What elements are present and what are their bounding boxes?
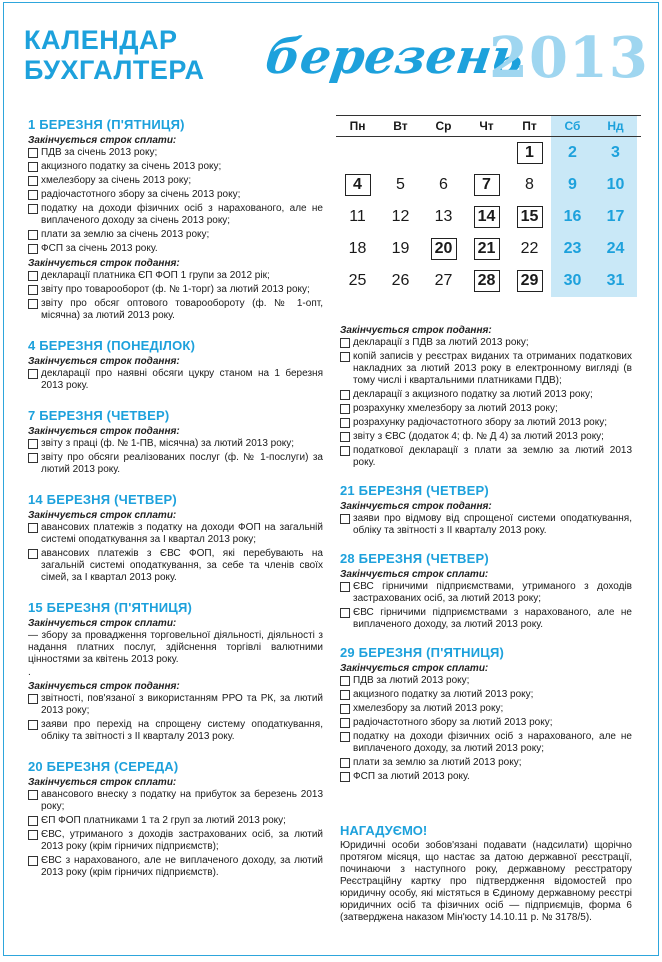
- checklist-item-text: звіту про товарооборот (ф. № 1-торг) за лютий 2013 року;: [41, 284, 310, 295]
- checkbox[interactable]: [28, 453, 38, 463]
- checklist-item-text: ФСП за січень 2013 року.: [41, 243, 158, 254]
- calendar-day-cell: [465, 201, 508, 233]
- deadline-subtitle: Закінчується строк подання:: [28, 426, 180, 437]
- checkbox[interactable]: [28, 176, 38, 186]
- checklist-item: [28, 815, 323, 827]
- section-date-title: 7 БЕРЕЗНЯ (ЧЕТВЕР): [28, 408, 170, 423]
- checklist-item-text: податку на доходи фізичних осіб з нарахованого, але не виплаченого доходу, за лютий 2013 року;: [353, 731, 632, 754]
- checkbox[interactable]: [340, 704, 350, 714]
- calendar-day-number: 27: [434, 272, 453, 289]
- checklist-item: [340, 417, 632, 429]
- checklist-item: [340, 703, 632, 715]
- calendar-day-cell: [422, 201, 465, 233]
- weekday-label: Нд: [594, 116, 637, 136]
- checklist-item-text: радіочастотного збору за січень 2013 року;: [41, 189, 241, 200]
- checklist-item-text: розрахунку хмелезбору за лютий 2013 року;: [353, 403, 558, 414]
- header-title-line1: КАЛЕНДАР: [24, 25, 178, 55]
- weekday-label: Пн: [349, 119, 366, 133]
- calendar-day-cell: [508, 201, 551, 233]
- right-column: [340, 322, 632, 785]
- weekday-label: Сб: [551, 116, 594, 136]
- checklist-item: [340, 513, 632, 537]
- checkbox[interactable]: [340, 514, 350, 524]
- calendar-day-cell: [379, 265, 422, 297]
- calendar-day-cell: [508, 265, 551, 297]
- checklist-item: [28, 719, 323, 743]
- section-date-title: 21 БЕРЕЗНЯ (ЧЕТВЕР): [340, 483, 489, 498]
- checklist-item-text: ФСП за лютий 2013 року.: [353, 771, 470, 782]
- deadline-section: [28, 117, 323, 322]
- checklist-item: [28, 161, 323, 173]
- calendar-week-row: [336, 265, 641, 297]
- checkbox[interactable]: [28, 694, 38, 704]
- checklist-item: [340, 607, 632, 631]
- calendar-day-cell: [422, 137, 465, 169]
- checklist-item: [28, 189, 323, 201]
- left-column: [28, 117, 323, 881]
- calendar-day-cell: [336, 201, 379, 233]
- checklist-item-text: розрахунку радіочастотного збору за лютий 2013 року;: [353, 417, 608, 428]
- deadline-section: [340, 551, 632, 631]
- calendar-day-number: 24: [606, 240, 625, 257]
- deadline-subtitle: Закінчується строк сплати:: [28, 135, 177, 146]
- checkbox[interactable]: [28, 523, 38, 533]
- checklist-item: [28, 438, 323, 450]
- calendar-day-cell: [551, 201, 594, 233]
- calendar-day-number: 11: [349, 208, 366, 225]
- calendar-day-cell: [551, 265, 594, 297]
- weekday-label: Вт: [393, 119, 408, 133]
- calendar-day-number: 15: [517, 206, 543, 228]
- calendar-day-number: 29: [517, 270, 543, 292]
- checkbox[interactable]: [340, 338, 350, 348]
- deadline-subtitle: Закінчується строк сплати:: [340, 663, 489, 674]
- checklist-item-text: податку на доходи фізичних осіб з нарахованого, але не виплаченого доходу за січень 2013 року;: [41, 203, 323, 226]
- checklist-item-text: ПДВ за січень 2013 року;: [41, 147, 158, 158]
- checkbox[interactable]: [28, 244, 38, 254]
- reminder-block: [340, 823, 632, 926]
- checkbox[interactable]: [28, 816, 38, 826]
- checkbox[interactable]: [28, 285, 38, 295]
- calendar-day-number: 21: [474, 238, 500, 260]
- calendar-week-row: [336, 201, 641, 233]
- deadline-section: [340, 645, 632, 783]
- calendar-day-cell: [465, 233, 508, 265]
- calendar-day-cell: [422, 169, 465, 201]
- calendar-day-cell: [422, 233, 465, 265]
- checklist-item: [340, 431, 632, 443]
- checklist-item: [340, 403, 632, 415]
- checklist-item-text: ЄВС з нарахованого, але не виплаченого доходу, за лютий 2013 року (крім гірничих підприємств).: [41, 855, 323, 878]
- deadline-subtitle: Закінчується строк сплати:: [340, 569, 489, 580]
- checklist-item-text: декларації з ПДВ за лютий 2013 року;: [353, 337, 529, 348]
- calendar-day-number: 28: [474, 270, 500, 292]
- deadline-section: [28, 492, 323, 584]
- calendar-day-cell: [508, 137, 551, 169]
- checkbox[interactable]: [340, 390, 350, 400]
- calendar-day-number: 14: [474, 206, 500, 228]
- deadline-note: — збору за провадження торговельної діяльності, діяльності з надання платних послуг, здійснення торгівлі валютними цінностями за квітень 2013 року.: [28, 630, 323, 665]
- header-month: березень: [262, 29, 528, 85]
- checklist-item: [340, 757, 632, 769]
- section-date-title: 29 БЕРЕЗНЯ (П'ЯТНИЦЯ): [340, 645, 505, 660]
- checkbox[interactable]: [28, 439, 38, 449]
- section-date-title: 28 БЕРЕЗНЯ (ЧЕТВЕР): [340, 551, 489, 566]
- weekday-label: Ср: [435, 119, 452, 133]
- checkbox[interactable]: [28, 369, 38, 379]
- deadline-subtitle: Закінчується строк сплати:: [28, 618, 177, 629]
- checklist-item: [340, 717, 632, 729]
- checklist-item: [28, 522, 323, 546]
- checklist-item-text: ПДВ за лютий 2013 року;: [353, 675, 470, 686]
- deadline-section: [28, 408, 323, 476]
- section-date-title: 14 БЕРЕЗНЯ (ЧЕТВЕР): [28, 492, 177, 507]
- reminder-text: Юридичні особи зобов'язані подавати (надсилати) щорічно протягом місяця, що настає за датою державної реєстрації, починаючи з наступного року, державному реєстратору Реєстраційну картку про підтвердження відомостей про юридичну особу, які містяться в Єдиному державному реєстрі юридичних осіб та фізичних осіб — підприємців, форма 6 (затверджена наказом Мін'юсту 14.10.11 р. № 3178/5).: [340, 840, 632, 923]
- calendar-day-cell: [336, 169, 379, 201]
- calendar-day-number: 1: [517, 142, 543, 164]
- checklist-item-text: плати за землю за січень 2013 року;: [41, 229, 210, 240]
- checkbox[interactable]: [340, 732, 350, 742]
- checklist-item-text: авансового внеску з податку на прибуток за березень 2013 року;: [41, 789, 323, 812]
- checklist-item-text: ЄВС, утриманого з доходів застрахованих осіб, за лютий 2013 року (крім гірничих підприємств);: [41, 829, 323, 852]
- checklist-item-text: акцизного податку за січень 2013 року;: [41, 161, 222, 172]
- calendar-day-number: 7: [474, 174, 500, 196]
- checklist-item: [340, 351, 632, 387]
- checklist-item-text: ЄП ФОП платниками 1 та 2 груп за лютий 2013 року;: [41, 815, 286, 826]
- checklist-item: [28, 368, 323, 392]
- calendar-day-number: 26: [391, 272, 410, 289]
- deadline-subtitle: Закінчується строк сплати:: [28, 510, 177, 521]
- calendar-day-cell: [465, 265, 508, 297]
- checklist-item: [340, 771, 632, 783]
- calendar-day-number: 19: [391, 240, 410, 257]
- calendar-day-cell: [594, 265, 637, 297]
- calendar-week-row: [336, 137, 641, 169]
- calendar-day-cell: [551, 137, 594, 169]
- calendar-day-cell: [465, 137, 508, 169]
- checklist-item-text: заяви про відмову від спрощеної системи оподаткування, обліку та звітності з II кварталу 2013 року.: [353, 513, 632, 536]
- checkbox[interactable]: [28, 190, 38, 200]
- checkbox[interactable]: [340, 718, 350, 728]
- checklist-item: [28, 298, 323, 322]
- calendar-day-number: 20: [431, 238, 457, 260]
- calendar-day-number: 23: [563, 240, 582, 257]
- checkbox[interactable]: [340, 772, 350, 782]
- checklist-item-text: ЄВС гірничими підприємствами з нарахованого, але не виплаченого доходу, за лютий 2013 року.: [353, 607, 632, 630]
- checkbox[interactable]: [340, 582, 350, 592]
- month-calendar: [336, 115, 641, 297]
- checkbox[interactable]: [28, 162, 38, 172]
- calendar-day-cell: [336, 233, 379, 265]
- calendar-day-cell: [508, 169, 551, 201]
- checkbox[interactable]: [28, 549, 38, 559]
- calendar-day-number: 30: [563, 272, 582, 289]
- calendar-day-cell: [551, 169, 594, 201]
- deadline-subtitle: Закінчується строк сплати:: [28, 777, 177, 788]
- checklist-item-text: звіту про обсяги реалізованих послуг (ф. № 1-послуги) за лютий 2013 року.: [41, 452, 323, 475]
- checklist-item-text: хмелезбору за січень 2013 року;: [41, 175, 192, 186]
- checklist-item: [28, 548, 323, 584]
- checkbox[interactable]: [28, 830, 38, 840]
- calendar-day-cell: [336, 265, 379, 297]
- checkbox[interactable]: [340, 418, 350, 428]
- checklist-item: [28, 284, 323, 296]
- checklist-item: [28, 147, 323, 159]
- checklist-item-text: хмелезбору за лютий 2013 року;: [353, 703, 504, 714]
- checkbox[interactable]: [340, 404, 350, 414]
- deadline-note: .: [28, 667, 31, 678]
- checklist-item-text: декларації з акцизного податку за лютий 2013 року;: [353, 389, 593, 400]
- checkbox[interactable]: [28, 856, 38, 866]
- checklist-item: [28, 270, 323, 282]
- checkbox[interactable]: [28, 790, 38, 800]
- checklist-item: [340, 731, 632, 755]
- checklist-item-text: звіту про обсяг оптового товарообороту (ф. № 1-опт, місячна) за лютий 2013 року.: [41, 298, 323, 321]
- calendar-day-cell: [594, 233, 637, 265]
- deadline-subtitle: Закінчується строк подання:: [28, 356, 180, 367]
- checklist-item-text: звіту з праці (ф. № 1-ПВ, місячна) за лютий 2013 року;: [41, 438, 295, 449]
- checkbox[interactable]: [28, 148, 38, 158]
- checkbox[interactable]: [340, 352, 350, 362]
- checklist-item-text: акцизного податку за лютий 2013 року;: [353, 689, 534, 700]
- calendar-day-cell: [551, 233, 594, 265]
- checklist-item-text: авансових платежів з податку на доходи ФОП на загальній системі оподаткування за I квартал 2013 року;: [41, 522, 323, 545]
- checklist-item: [340, 675, 632, 687]
- section-date-title: 4 БЕРЕЗНЯ (ПОНЕДІЛОК): [28, 338, 196, 353]
- calendar-weekday-header: [336, 115, 641, 137]
- checklist-item: [340, 689, 632, 701]
- checklist-item: [28, 855, 323, 879]
- checklist-item-text: декларації платника ЄП ФОП 1 групи за 2012 рік;: [41, 270, 270, 281]
- deadline-subtitle: Закінчується строк подання:: [340, 501, 492, 512]
- checkbox[interactable]: [340, 446, 350, 456]
- calendar-day-number: 18: [348, 240, 367, 257]
- checkbox[interactable]: [340, 432, 350, 442]
- checkbox[interactable]: [340, 676, 350, 686]
- checklist-item: [28, 243, 323, 255]
- calendar-day-number: 6: [439, 176, 448, 193]
- checklist-item-text: ЄВС гірничими підприємствами, утриманого з доходів застрахованих осіб, за лютий 2013 року;: [353, 581, 632, 604]
- calendar-day-cell: [379, 169, 422, 201]
- calendar-day-cell: [336, 137, 379, 169]
- calendar-day-cell: [465, 169, 508, 201]
- calendar-day-number: 16: [563, 208, 582, 225]
- calendar-day-number: 25: [348, 272, 367, 289]
- header-title: [24, 25, 205, 85]
- checklist-item: [340, 337, 632, 349]
- calendar-day-number: 2: [568, 144, 577, 161]
- checkbox[interactable]: [340, 758, 350, 768]
- weekday-label: Пт: [522, 119, 537, 133]
- checklist-item-text: декларації про наявні обсяги цукру станом на 1 березня 2013 року.: [41, 368, 323, 391]
- checklist-item: [28, 693, 323, 717]
- section-date-title: 20 БЕРЕЗНЯ (СЕРЕДА): [28, 759, 179, 774]
- deadline-section: [340, 325, 632, 469]
- calendar-day-cell: [594, 169, 637, 201]
- header-year: 2013: [489, 25, 649, 91]
- checklist-item: [340, 581, 632, 605]
- calendar-day-number: 5: [396, 176, 405, 193]
- calendar-day-cell: [379, 201, 422, 233]
- checklist-item-text: плати за землю за лютий 2013 року;: [353, 757, 522, 768]
- calendar-day-cell: [422, 265, 465, 297]
- section-date-title: 15 БЕРЕЗНЯ (П'ЯТНИЦЯ): [28, 600, 193, 615]
- calendar-day-number: 4: [345, 174, 371, 196]
- checklist-item: [340, 389, 632, 401]
- calendar-day-cell: [508, 233, 551, 265]
- checkbox[interactable]: [340, 608, 350, 618]
- checklist-item: [28, 452, 323, 476]
- calendar-day-number: 10: [606, 176, 625, 193]
- deadline-section: [28, 600, 323, 743]
- checkbox[interactable]: [340, 690, 350, 700]
- checklist-item-text: радіочастотного збору за лютий 2013 року;: [353, 717, 553, 728]
- calendar-day-number: 17: [606, 208, 625, 225]
- calendar-week-row: [336, 169, 641, 201]
- calendar-day-cell: [379, 137, 422, 169]
- calendar-page: [3, 2, 659, 956]
- checkbox[interactable]: [28, 720, 38, 730]
- checklist-item-text: авансових платежів з ЄВС ФОП, які перебувають на загальній системі оподаткування, за себе та членів своїх сімей, за I квартал 2013 року.: [41, 548, 323, 583]
- calendar-day-number: 9: [568, 176, 577, 193]
- section-date-title: 1 БЕРЕЗНЯ (П'ЯТНИЦЯ): [28, 117, 185, 132]
- checklist-item: [340, 445, 632, 469]
- calendar-body: [336, 137, 641, 297]
- deadline-subtitle: Закінчується строк подання:: [28, 258, 180, 269]
- checklist-item-text: податкової декларації з плати за землю за лютий 2013 року.: [353, 445, 632, 468]
- deadline-section: [28, 759, 323, 879]
- calendar-day-number: 3: [611, 144, 620, 161]
- checklist-item: [28, 229, 323, 241]
- checkbox[interactable]: [28, 204, 38, 214]
- calendar-week-row: [336, 233, 641, 265]
- header-title-line2: БУХГАЛТЕРА: [24, 55, 205, 85]
- calendar-day-number: 31: [606, 272, 625, 289]
- checklist-item: [28, 829, 323, 853]
- checklist-item: [28, 175, 323, 187]
- deadline-subtitle: Закінчується строк подання:: [28, 681, 180, 692]
- weekday-label: Чт: [479, 119, 494, 133]
- deadline-section: [340, 483, 632, 537]
- checklist-item-text: звіту з ЄВС (додаток 4; ф. № Д 4) за лютий 2013 року;: [353, 431, 604, 442]
- checklist-item: [28, 789, 323, 813]
- calendar-day-cell: [594, 137, 637, 169]
- checklist-item-text: заяви про перехід на спрощену систему оподаткування, обліку та звітності з II кварталу 2013 року.: [41, 719, 323, 742]
- checkbox[interactable]: [28, 271, 38, 281]
- calendar-day-number: 12: [391, 208, 410, 225]
- calendar-day-number: 13: [434, 208, 453, 225]
- deadline-subtitle: Закінчується строк подання:: [340, 325, 492, 336]
- calendar-day-number: 22: [520, 240, 539, 257]
- deadline-section: [28, 338, 323, 392]
- calendar-day-cell: [379, 233, 422, 265]
- checklist-item-text: копій записів у реєстрах виданих та отриманих податкових накладних за лютий 2013 року в електронному вигляді (в тому числі і квартальними платниками ПДВ);: [353, 351, 632, 386]
- checkbox[interactable]: [28, 230, 38, 240]
- checklist-item-text: звітності, пов'язаної з використанням РРО та РК, за лютий 2013 року;: [41, 693, 323, 716]
- reminder-title: НАГАДУЄМО!: [340, 823, 428, 838]
- checklist-item: [28, 203, 323, 227]
- checkbox[interactable]: [28, 299, 38, 309]
- calendar-day-number: 8: [525, 176, 534, 193]
- calendar-day-cell: [594, 201, 637, 233]
